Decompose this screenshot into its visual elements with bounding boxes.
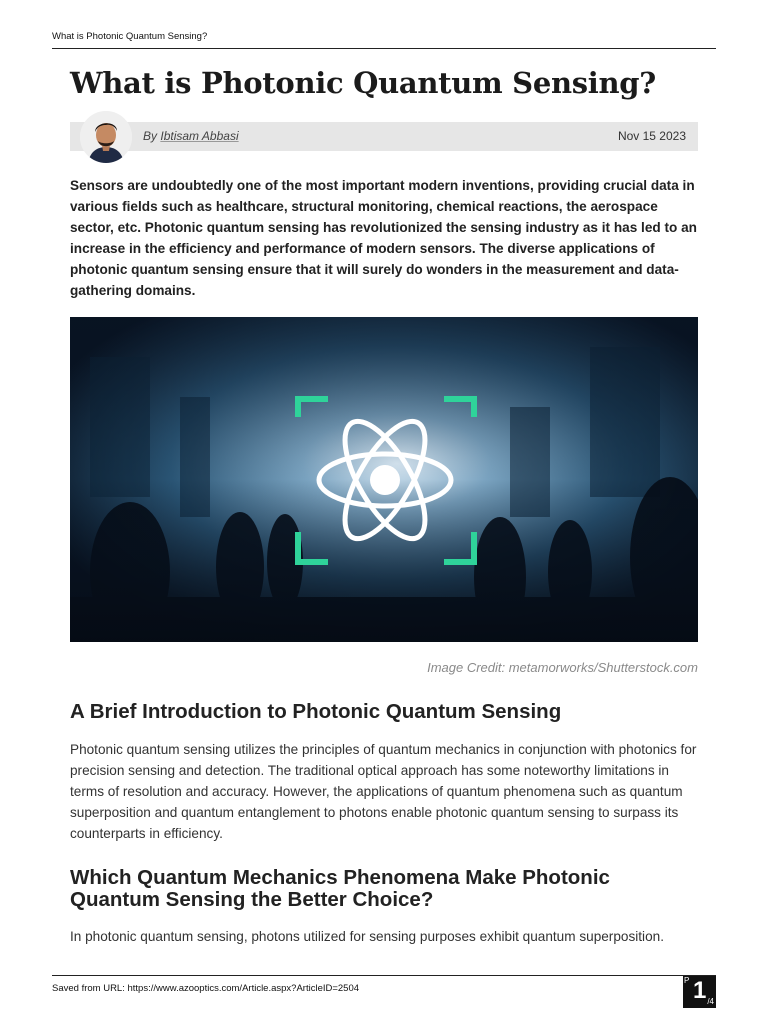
author-avatar[interactable] [80, 111, 132, 163]
running-header: What is Photonic Quantum Sensing? [52, 31, 208, 42]
intro-paragraph: Sensors are undoubtedly one of the most important modern inventions, providing crucial data in various fields such as healthcare, structural monitoring, chemical reactions, the aerospace sector, etc. Photonic quantum sensing has revolutionized the sensing industry as it has led to an increase in the efficiency and performance of modern sensors. The diverse applications of photonic quantum sensing ensure that it will surely do wonders in the measurement and data-gathering domains. [70, 178, 697, 298]
author-link[interactable]: Ibtisam Abbasi [160, 129, 239, 143]
article-title: What is Photonic Quantum Sensing? [70, 66, 656, 100]
section-heading-phenomena: Which Quantum Mechanics Phenomena Make Photonic Quantum Sensing the Better Choice? [70, 866, 610, 911]
section-body-phenomena: In photonic quantum sensing, photons utilized for sensing purposes exhibit quantum superposition. [70, 929, 664, 944]
avatar-portrait [80, 111, 132, 163]
byline-prefix: By [143, 129, 158, 143]
page-indicator [683, 976, 716, 1008]
publish-date: Nov 15 2023 [617, 129, 686, 143]
saved-url: Saved from URL: https://www.azooptics.com/Article.aspx?ArticleID=2504 [52, 983, 360, 994]
section-body-intro: Photonic quantum sensing utilizes the principles of quantum mechanics in conjunction with photonics for precision sensing and detection. The traditional optical approach has some noteworthy limitations in terms of resolution and accuracy. However, the applications of quantum phenomena such as quantum superposition and quantum entanglement to photons enable photonic quantum sensing to surpass its counterparts in efficiency. [70, 742, 697, 841]
hero-illustration [70, 317, 698, 642]
header-divider [52, 48, 716, 49]
byline [143, 129, 239, 143]
hero-image [70, 317, 698, 642]
footer-divider [52, 975, 716, 976]
page-label: P [684, 976, 690, 985]
image-caption: Image Credit: metamorworks/Shutterstock.com [427, 660, 698, 675]
page-number: 1 [693, 977, 707, 1004]
page-total: /4 [707, 997, 714, 1006]
section-heading-intro: A Brief Introduction to Photonic Quantum Sensing [70, 700, 562, 723]
